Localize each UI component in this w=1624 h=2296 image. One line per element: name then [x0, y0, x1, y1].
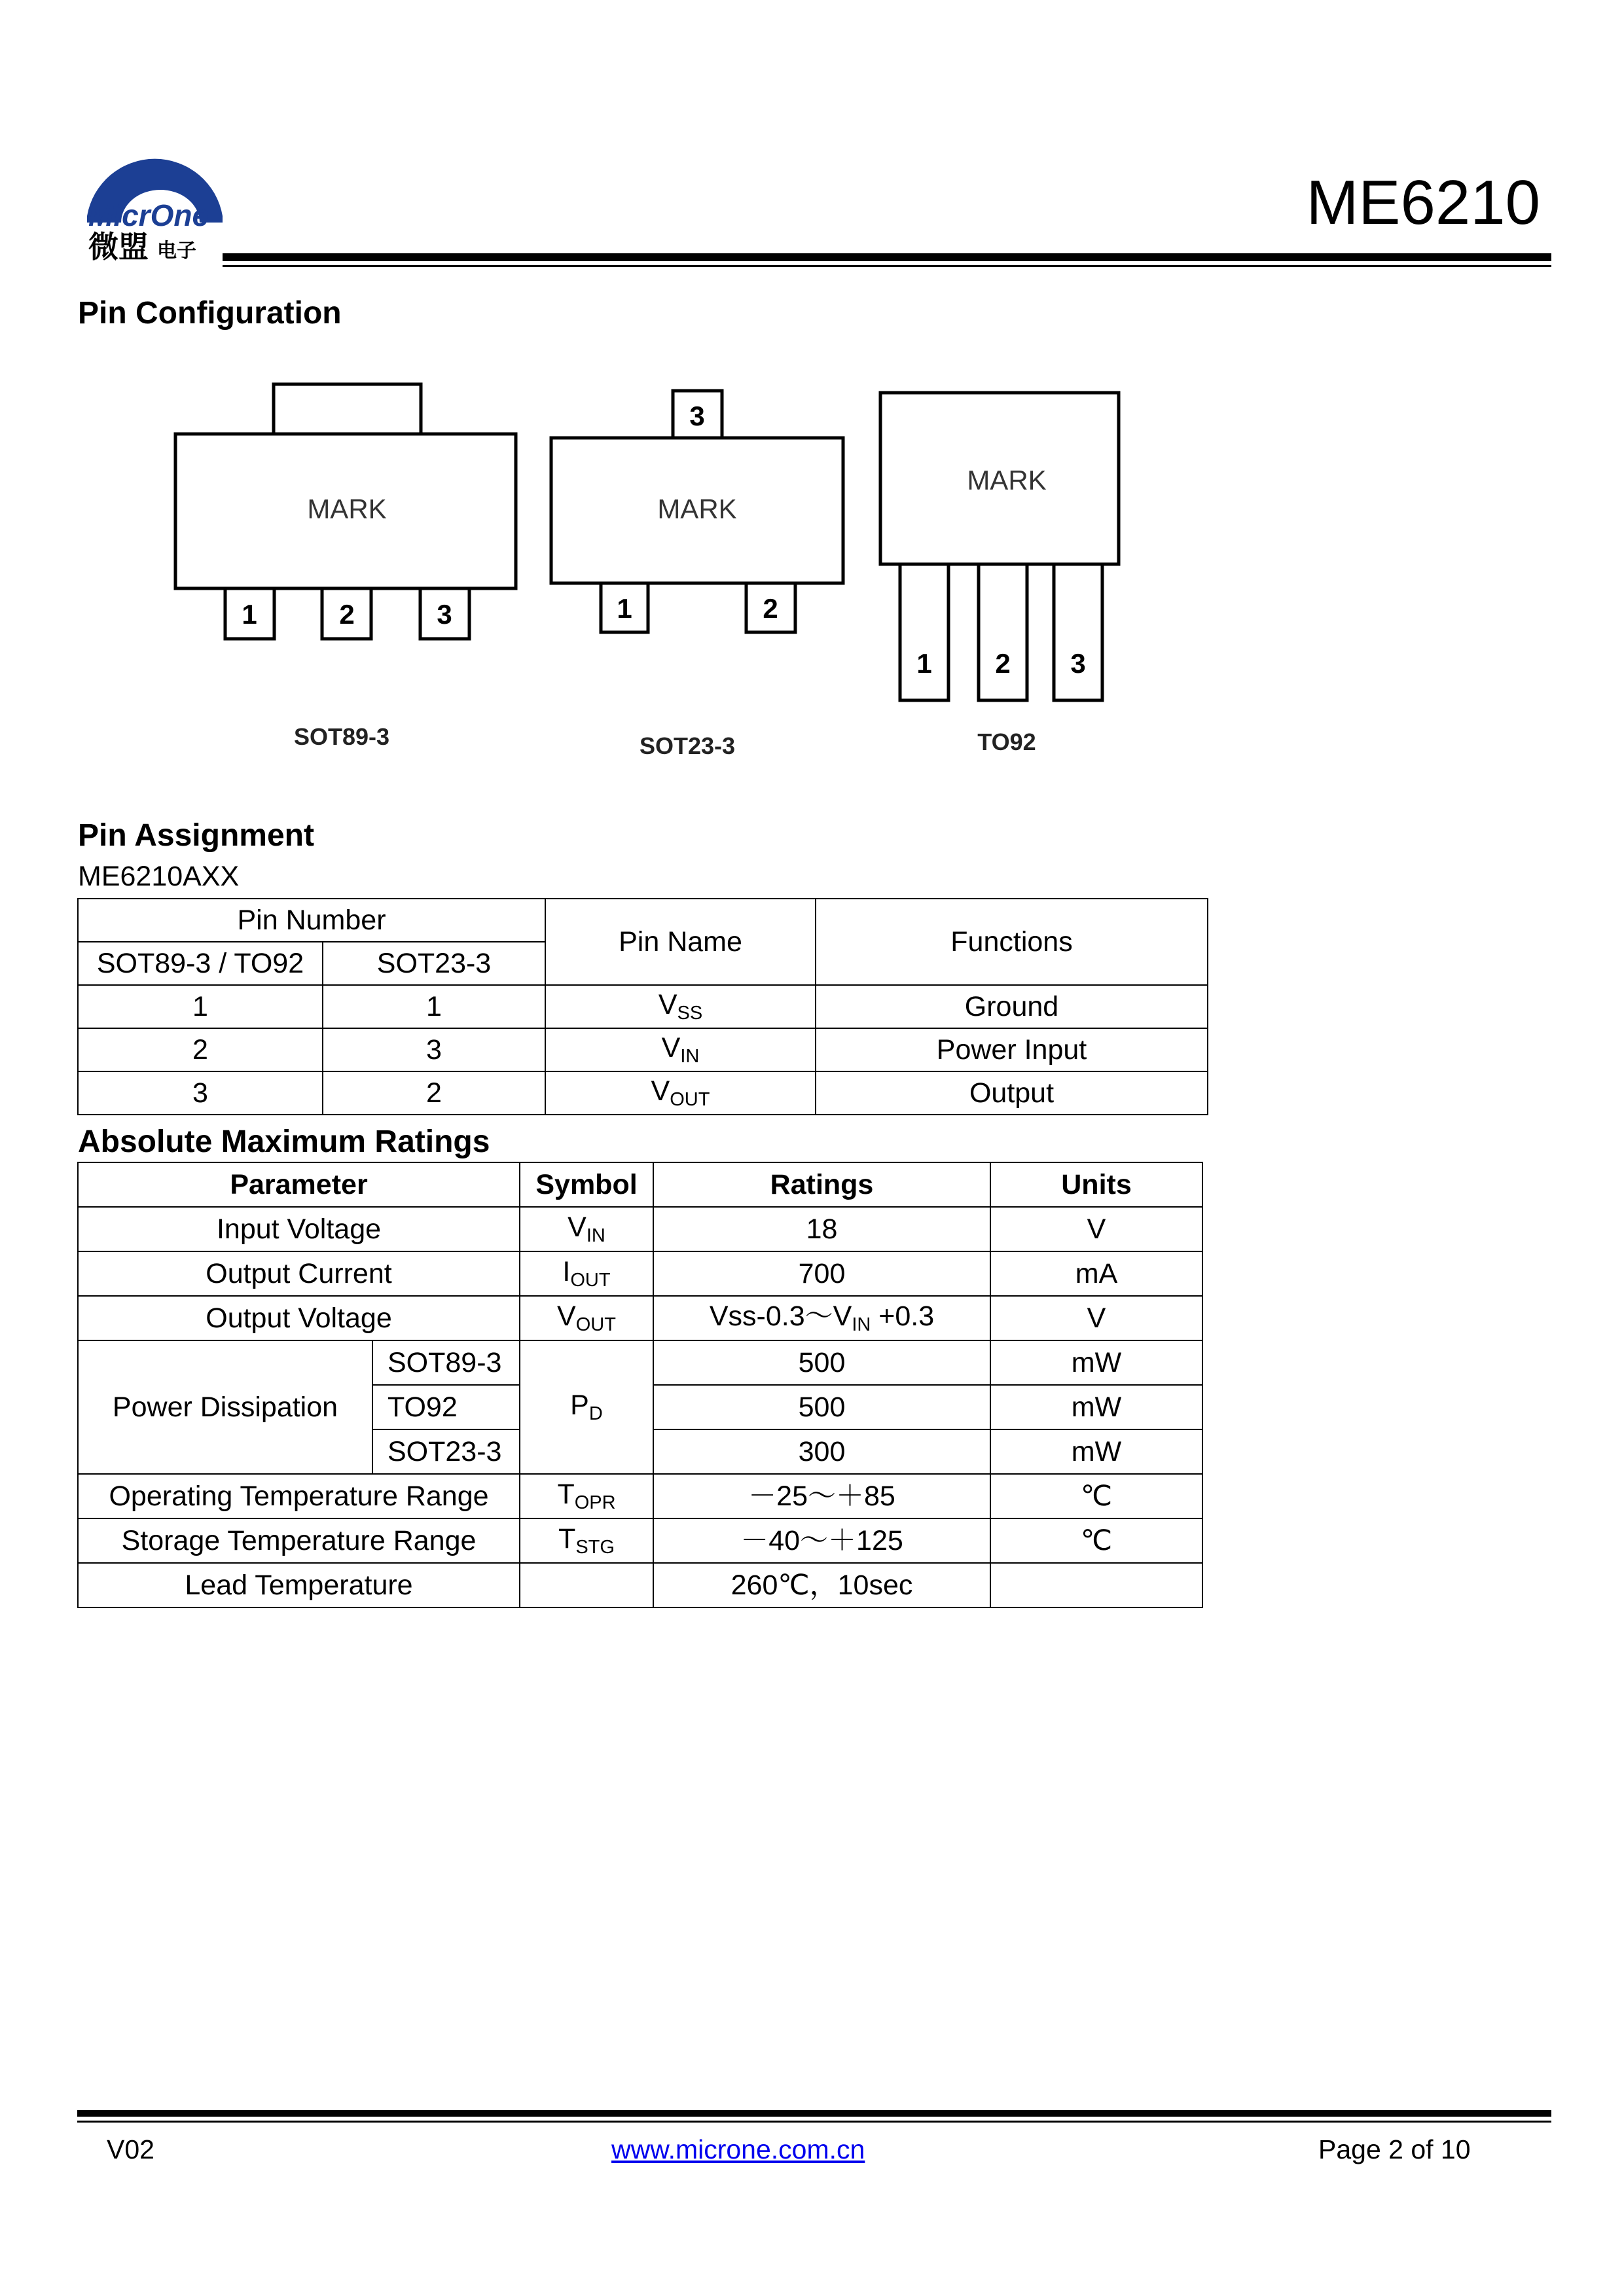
unit-cell: mW — [990, 1385, 1202, 1429]
functions-header: Functions — [816, 899, 1208, 985]
pin-name-cell — [545, 1028, 816, 1071]
pin-name-cell — [545, 1071, 816, 1115]
pin-name-header: Pin Name — [545, 899, 816, 985]
pin-a-cell: 2 — [78, 1028, 323, 1071]
unit-cell: V — [990, 1296, 1202, 1340]
units-header: Units — [990, 1162, 1202, 1207]
unit-cell: ℃ — [990, 1474, 1202, 1518]
footer-page-number: Page 2 of 10 — [1318, 2134, 1471, 2164]
pin-assignment-heading: Pin Assignment — [78, 818, 314, 853]
table-row — [78, 985, 1208, 1028]
parameter-header: Parameter — [78, 1162, 520, 1207]
to92-mark: MARK — [967, 465, 1047, 495]
to92-pin-2-label: 2 — [995, 648, 1011, 679]
rating-subscript: IN — [852, 1314, 871, 1335]
unit-cell: mW — [990, 1340, 1202, 1385]
to92-pin-3 — [1054, 564, 1102, 700]
symbol-cell — [520, 1296, 653, 1340]
sot89-pin-1-label: 1 — [242, 599, 257, 630]
rating-cell: 500 — [653, 1340, 990, 1385]
unit-cell: mW — [990, 1429, 1202, 1474]
pin-name-cell — [545, 985, 816, 1028]
pin-b-cell: 2 — [323, 1071, 545, 1115]
symbol: P — [570, 1389, 589, 1421]
symbol: T — [557, 1478, 575, 1510]
symbol-cell — [520, 1474, 653, 1518]
pin-name-subscript: SS — [677, 1002, 703, 1024]
symbol-cell — [520, 1251, 653, 1296]
table-row — [78, 1071, 1208, 1115]
table-header-row — [78, 899, 1208, 942]
sot89-pin-2-label: 2 — [339, 599, 355, 630]
function-cell: Power Input — [816, 1028, 1208, 1071]
package-cell: SOT23-3 — [372, 1429, 520, 1474]
table-row — [78, 1474, 1202, 1518]
pin-number-header: Pin Number — [78, 899, 545, 942]
parameter-cell: Storage Temperature Range — [78, 1518, 520, 1563]
sot23-package-name: SOT23-3 — [639, 732, 736, 759]
to92-package-name: TO92 — [977, 728, 1036, 755]
table-row — [78, 1028, 1208, 1071]
table-row — [78, 1563, 1202, 1607]
parameter-cell: Output Voltage — [78, 1296, 520, 1340]
table-row — [78, 1251, 1202, 1296]
pin-name-subscript: IN — [680, 1045, 700, 1067]
symbol-cell — [520, 1518, 653, 1563]
sot23-pin-1-label: 1 — [617, 593, 632, 624]
symbol: I — [562, 1255, 571, 1287]
symbol-cell — [520, 1563, 653, 1607]
rating-prefix: Vss-0.3～V — [709, 1300, 852, 1332]
table-row — [78, 1518, 1202, 1563]
pin-name-subscript: OUT — [670, 1088, 710, 1110]
footer-website-link[interactable]: www.microne.com.cn — [611, 2134, 865, 2164]
to92-pin-2 — [979, 564, 1027, 700]
unit-cell — [990, 1563, 1202, 1607]
part-number-title: ME6210 — [1306, 168, 1540, 238]
ratings-header: Ratings — [653, 1162, 990, 1207]
to92-pin-1 — [900, 564, 948, 700]
to92-pin-3-label: 3 — [1070, 648, 1086, 679]
model-label: ME6210AXX — [78, 861, 240, 892]
sot89-package-name: SOT89-3 — [293, 723, 390, 750]
footer-rule — [77, 2110, 1551, 2117]
rating-cell: －40～＋125 — [653, 1518, 990, 1563]
rating-suffix: +0.3 — [871, 1300, 935, 1332]
symbol-subscript: STG — [575, 1536, 615, 1558]
footer-rule-thin — [77, 2121, 1551, 2123]
symbol-cell — [520, 1340, 653, 1474]
logo-text-cn-small: 电子 — [157, 240, 196, 262]
symbol: T — [558, 1522, 576, 1554]
symbol-cell — [520, 1207, 653, 1251]
pin-configuration-heading: Pin Configuration — [78, 296, 342, 331]
package-drawings — [0, 0, 1624, 785]
symbol: V — [557, 1300, 576, 1332]
rating-cell: 300 — [653, 1429, 990, 1474]
symbol-subscript: OUT — [575, 1314, 616, 1335]
footer-version: V02 — [107, 2134, 154, 2164]
absolute-maximum-ratings-heading: Absolute Maximum Ratings — [78, 1124, 490, 1159]
parameter-cell: Input Voltage — [78, 1207, 520, 1251]
parameter-cell: Output Current — [78, 1251, 520, 1296]
table-row — [78, 1340, 1202, 1385]
rating-cell: －25～＋85 — [653, 1474, 990, 1518]
parameter-cell: Operating Temperature Range — [78, 1474, 520, 1518]
sot23-pin-2-label: 2 — [763, 593, 778, 624]
to92-pin-1-label: 1 — [916, 648, 932, 679]
unit-cell: mA — [990, 1251, 1202, 1296]
pin-assignment-table — [77, 898, 1208, 1115]
symbol-subscript: OUT — [570, 1269, 611, 1291]
sot89-to92-header: SOT89-3 / TO92 — [78, 942, 323, 985]
parameter-cell: Lead Temperature — [78, 1563, 520, 1607]
table-row — [78, 1207, 1202, 1251]
unit-cell: V — [990, 1207, 1202, 1251]
sot89-mark: MARK — [307, 493, 387, 524]
symbol-subscript: D — [588, 1403, 603, 1424]
pin-name: V — [661, 1031, 681, 1064]
sot89-tab — [274, 384, 421, 434]
sot23-mark: MARK — [657, 493, 737, 524]
symbol-header: Symbol — [520, 1162, 653, 1207]
function-cell: Output — [816, 1071, 1208, 1115]
pin-name: V — [651, 1075, 670, 1107]
symbol-subscript: OPR — [574, 1492, 616, 1513]
absolute-maximum-ratings-table — [77, 1162, 1203, 1608]
pin-a-cell: 3 — [78, 1071, 323, 1115]
pin-b-cell: 1 — [323, 985, 545, 1028]
rating-cell: 18 — [653, 1207, 990, 1251]
function-cell: Ground — [816, 985, 1208, 1028]
sot89-pin-3-label: 3 — [437, 599, 452, 630]
pin-b-cell: 3 — [323, 1028, 545, 1071]
table-header-row — [78, 1162, 1202, 1207]
logo-text-cn: 微盟 — [88, 229, 149, 264]
symbol-subscript: IN — [586, 1225, 605, 1246]
sot23-pin-3-label: 3 — [689, 401, 705, 431]
rating-cell: 260℃，10sec — [653, 1563, 990, 1607]
package-cell: TO92 — [372, 1385, 520, 1429]
symbol: V — [568, 1211, 586, 1243]
pin-name: V — [658, 988, 677, 1020]
rating-cell — [653, 1296, 990, 1340]
table-row — [78, 1296, 1202, 1340]
unit-cell: ℃ — [990, 1518, 1202, 1563]
rating-cell: 700 — [653, 1251, 990, 1296]
logo-text-en: MicrOne — [88, 198, 209, 232]
sot23-header: SOT23-3 — [323, 942, 545, 985]
parameter-cell: Power Dissipation — [78, 1340, 372, 1474]
package-cell: SOT89-3 — [372, 1340, 520, 1385]
pin-a-cell: 1 — [78, 985, 323, 1028]
rating-cell: 500 — [653, 1385, 990, 1429]
